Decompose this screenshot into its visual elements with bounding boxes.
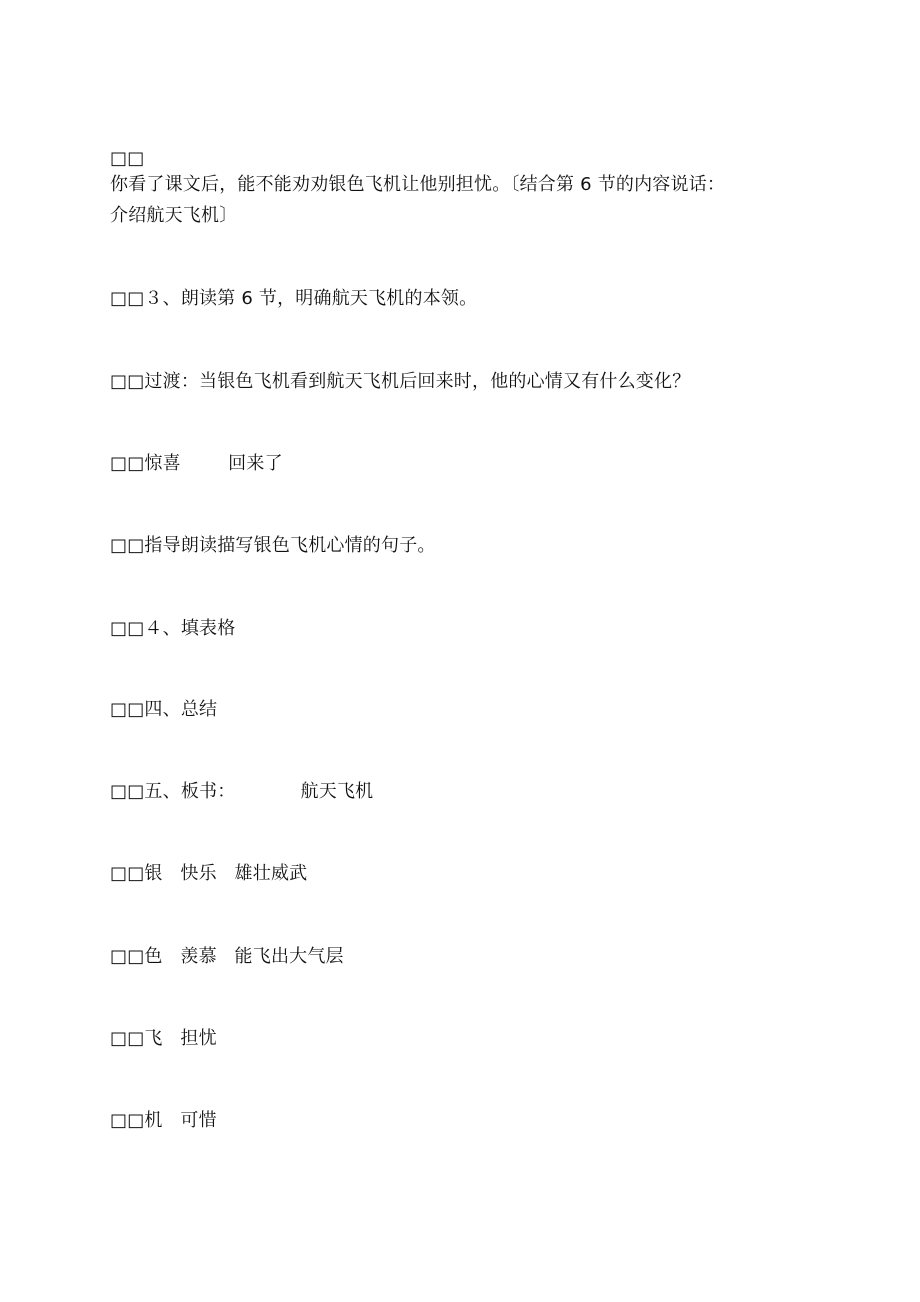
- text-line-blackboard: □□五、板书： 航天飞机: [110, 781, 374, 802]
- text-line-board-row-1: □□银 快乐 雄壮威武: [110, 863, 308, 884]
- text-line-placeholder-boxes: □□: [110, 148, 145, 169]
- text-line-persuade-prompt: 你看了课文后，能不能劝劝银色飞机让他别担忧。〔结合第 6 节的内容说话：: [110, 174, 726, 195]
- text-line-fill-table: □□４、填表格: [110, 618, 236, 639]
- text-line-guided-reading: □□指导朗读描写银色飞机心情的句子。: [110, 535, 436, 556]
- text-line-board-row-3: □□飞 担忧: [110, 1028, 217, 1049]
- text-line-summary: □□四、总结: [110, 699, 218, 720]
- text-line-surprise: □□惊喜 回来了: [110, 453, 283, 474]
- text-line-read-section-6: □□３、朗读第 6 节，明确航天飞机的本领。: [110, 288, 478, 309]
- text-line-board-row-4: □□机 可惜: [110, 1110, 217, 1131]
- text-line-board-row-2: □□色 羡慕 能飞出大气层: [110, 946, 344, 967]
- text-line-transition: □□过渡：当银色飞机看到航天飞机后回来时，他的心情又有什么变化？: [110, 371, 691, 392]
- text-line-introduce-shuttle: 介绍航天飞机〕: [110, 205, 238, 226]
